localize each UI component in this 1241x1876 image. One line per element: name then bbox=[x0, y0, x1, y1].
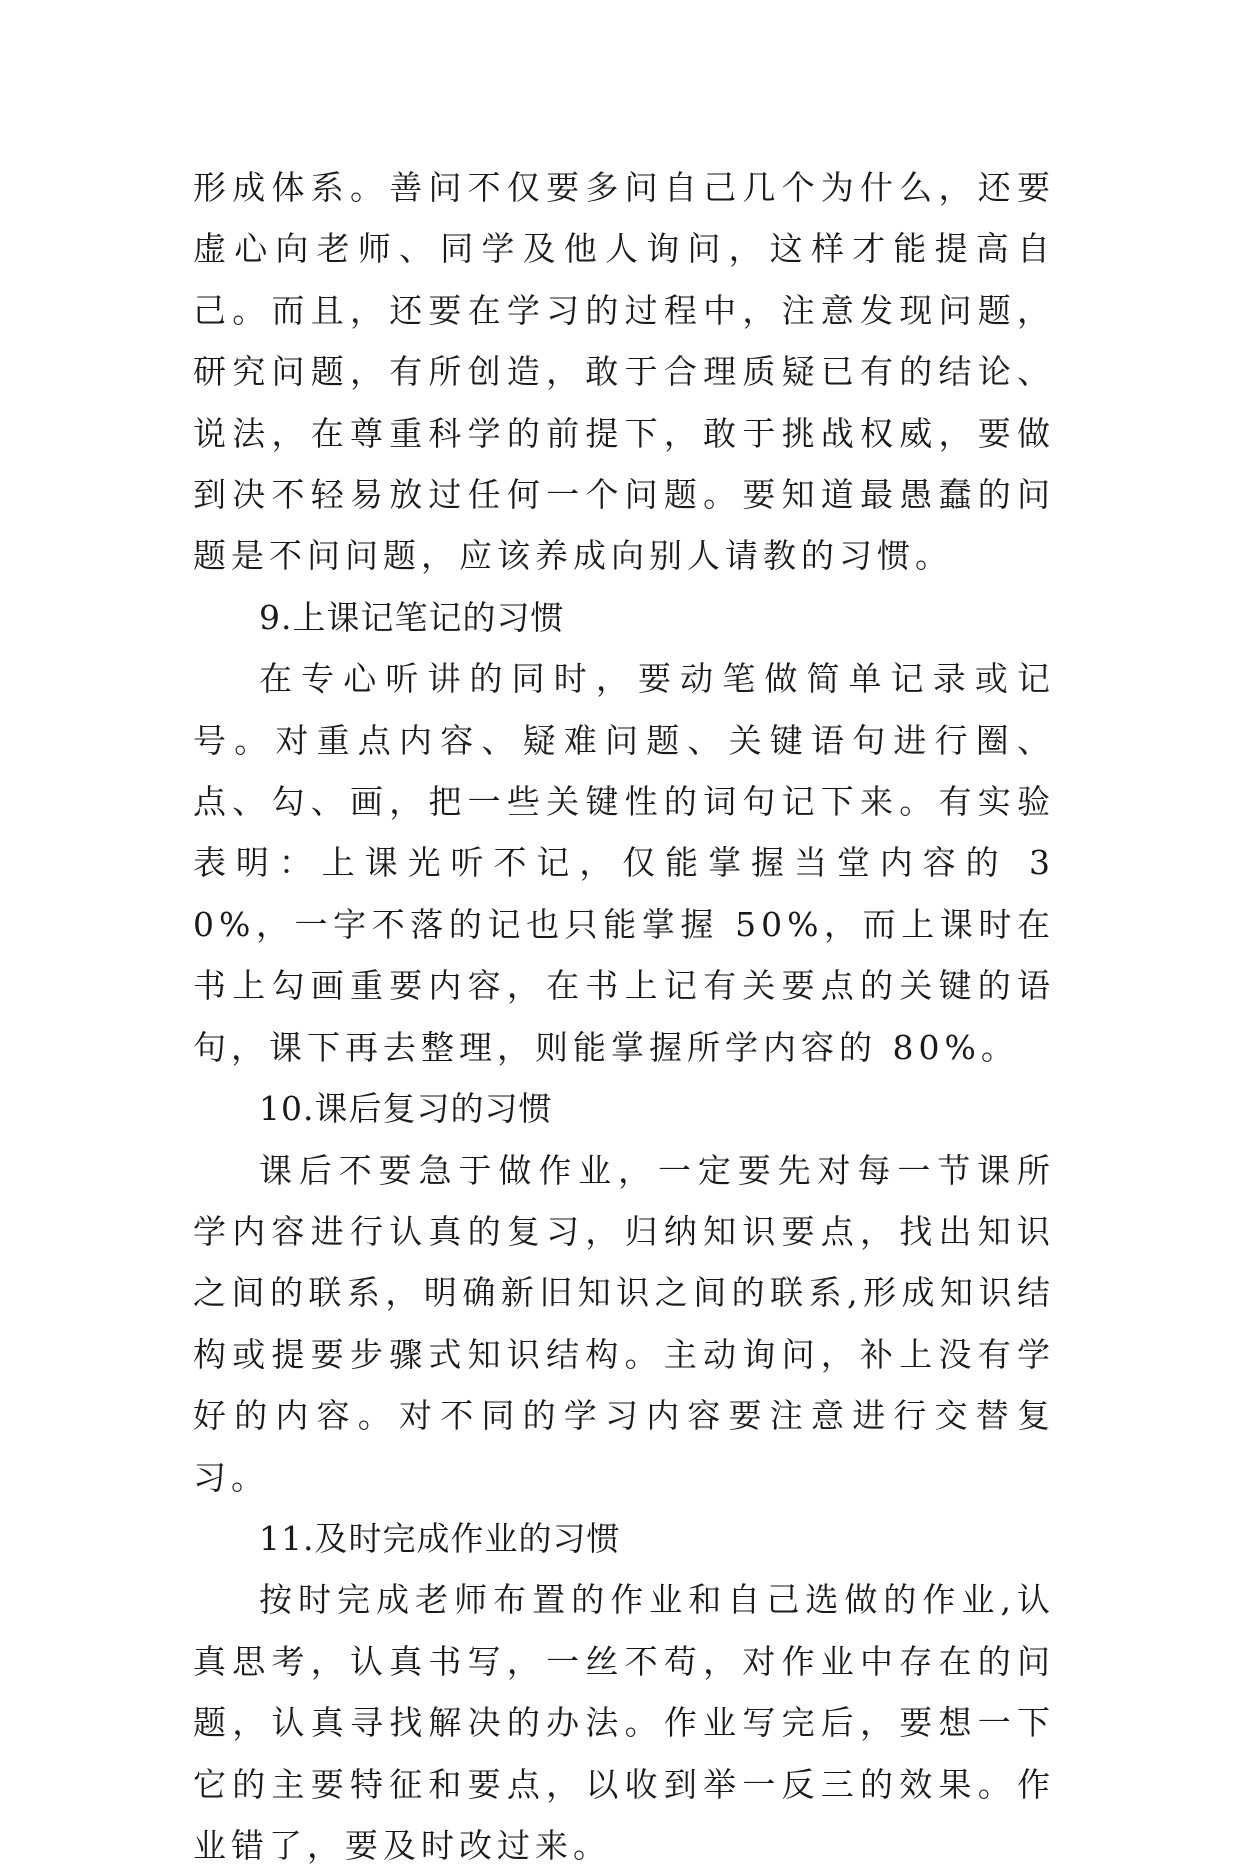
paragraph-review: 课后不要急于做作业，一定要先对每一节课所学内容进行认真的复习，归纳知识要点，找出知识之间的联系，明确新旧知识之间的联系,形成知识结构或提要步骤式知识结构。主动询问，补上没有学好的内容。对不同的学习内容要注意进行交替复习。 bbox=[193, 1150, 1055, 1497]
paragraph-homework: 按时完成老师布置的作业和自己选做的作业,认真思考，认真书写，一丝不苟，对作业中存在的问题，认真寻找解决的办法。作业写完后，要想一下它的主要特征和要点，以收到举一反三的效果。作业错了，要及时改过来。 bbox=[193, 1580, 1055, 1865]
heading-homework: 11.及时完成作业的习惯 bbox=[259, 1518, 621, 1558]
document-body bbox=[193, 157, 1055, 1876]
heading-note-taking: 9.上课记笔记的习惯 bbox=[259, 597, 565, 637]
paragraph-note-taking: 在专心听讲的同时，要动笔做简单记录或记号。对重点内容、疑难问题、关键语句进行圈、点、勾、画，把一些关键性的词句记下来。有实验表明：上课光听不记，仅能掌握当堂内容的 30%，一字不落的记也只能掌握 50%，而上课时在书上勾画重要内容，在书上记有关要点的关键的语句，课下再去整理，则能掌握所学内容的 80%。 bbox=[193, 659, 1055, 1067]
heading-review: 10.课后复习的习惯 bbox=[259, 1089, 553, 1129]
paragraph-questioning: 形成体系。善问不仅要多问自己几个为什么，还要虚心向老师、同学及他人询问，这样才能提高自己。而且，还要在学习的过程中，注意发现问题，研究问题，有所创造，敢于合理质疑已有的结论、说法，在尊重科学的前提下，敢于挑战权威，要做到决不轻易放过任何一个问题。要知道最愚蠢的问题是不问问题，应该养成向别人请教的习惯。 bbox=[193, 168, 1055, 576]
